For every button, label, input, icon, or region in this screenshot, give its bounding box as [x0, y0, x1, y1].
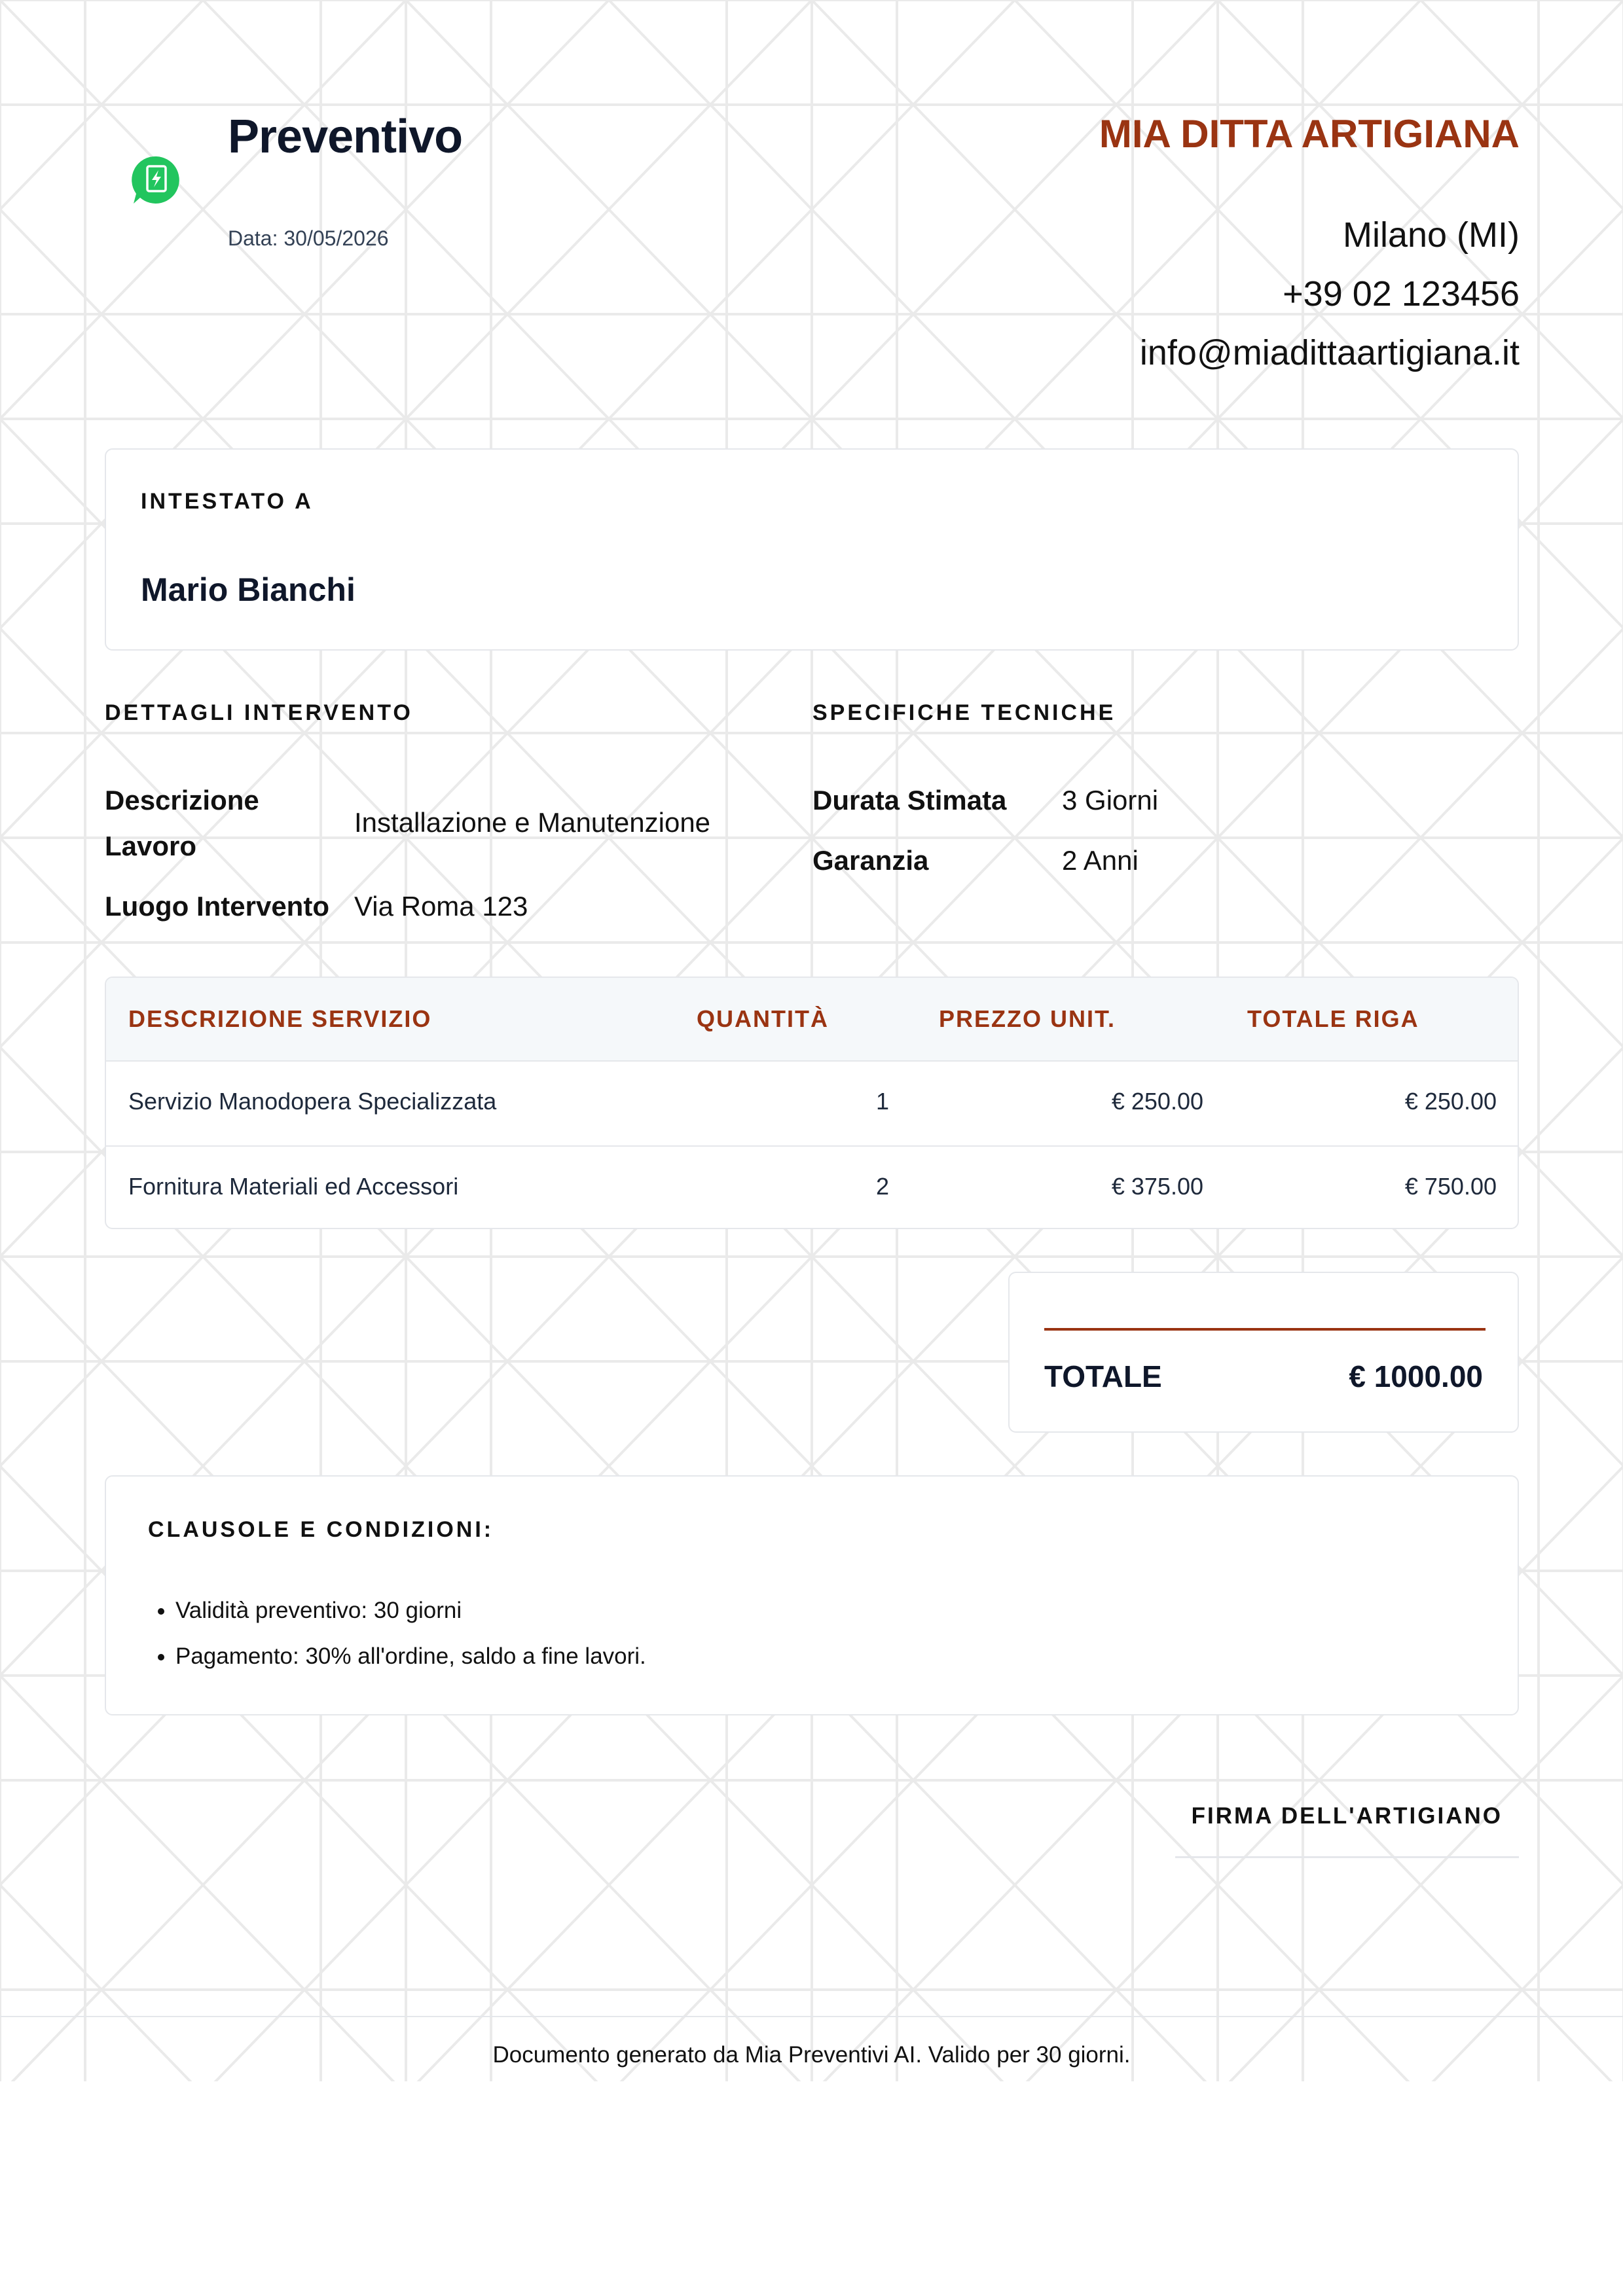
description-key: Descrizione Lavoro: [105, 785, 259, 861]
client-box: [105, 448, 1519, 651]
location-value: Via Roma 123: [354, 891, 528, 922]
client-label: INTESTATO A: [141, 489, 314, 514]
details-section-title: DETTAGLI INTERVENTO: [105, 700, 413, 725]
client-name: Mario Bianchi: [141, 571, 356, 608]
table-row: [106, 1062, 1518, 1145]
header-quantity: QUANTITÀ: [697, 1005, 829, 1032]
clauses-box: [105, 1475, 1519, 1715]
table-header: [106, 978, 1518, 1062]
company-phone: +39 02 123456: [1283, 274, 1520, 314]
total-label: TOTALE: [1044, 1359, 1162, 1393]
row-description: Servizio Manodopera Specializzata: [128, 1088, 497, 1115]
signature-label: FIRMA DELL'ARTIGIANO: [1191, 1803, 1503, 1829]
row-line-total: € 750.00: [1404, 1173, 1497, 1200]
header-unit-price: PREZZO UNIT.: [939, 1005, 1116, 1032]
row-line-total: € 250.00: [1404, 1088, 1497, 1115]
header-line-total: TOTALE RIGA: [1247, 1005, 1419, 1032]
document-title: Preventivo: [228, 111, 463, 163]
company-name: MIA DITTA ARTIGIANA: [1099, 112, 1520, 156]
document-date: Data: 30/05/2026: [228, 226, 389, 250]
table-row: [106, 1145, 1518, 1229]
document-bolt-icon: [131, 154, 182, 206]
description-value: Installazione e Manutenzione: [354, 807, 711, 838]
company-city: Milano (MI): [1342, 215, 1520, 255]
company-email: info@miadittaartigiana.it: [1139, 333, 1520, 372]
signature-line: [1175, 1856, 1519, 1858]
footer-divider: [0, 2016, 1623, 2017]
warranty-value: 2 Anni: [1062, 845, 1139, 876]
clauses-title: CLAUSOLE E CONDIZIONI:: [148, 1517, 494, 1542]
clause-item: • Validità preventivo: 30 giorni: [175, 1588, 646, 1634]
footer-text: Documento generato da Mia Preventivi AI. Valido per 30 giorni.: [492, 2042, 1131, 2068]
row-quantity: 1: [875, 1088, 889, 1115]
row-quantity: 2: [875, 1173, 889, 1200]
duration-key: Durata Stimata: [812, 785, 1007, 816]
specs-section-title: SPECIFICHE TECNICHE: [812, 700, 1116, 725]
row-unit-price: € 375.00: [1111, 1173, 1203, 1200]
header-description: DESCRIZIONE SERVIZIO: [128, 1005, 432, 1032]
clause-item: • Pagamento: 30% all'ordine, saldo a fine lavori.: [175, 1634, 646, 1679]
total-value: € 1000.00: [1349, 1359, 1483, 1393]
row-description: Fornitura Materiali ed Accessori: [128, 1173, 459, 1200]
items-table: [105, 977, 1519, 1229]
total-divider: [1044, 1328, 1486, 1331]
location-key: Luogo Intervento: [105, 891, 329, 922]
warranty-key: Garanzia: [812, 845, 929, 876]
duration-value: 3 Giorni: [1062, 785, 1159, 816]
total-box: [1008, 1272, 1519, 1433]
row-unit-price: € 250.00: [1111, 1088, 1203, 1115]
clauses-list: [148, 1588, 646, 1679]
